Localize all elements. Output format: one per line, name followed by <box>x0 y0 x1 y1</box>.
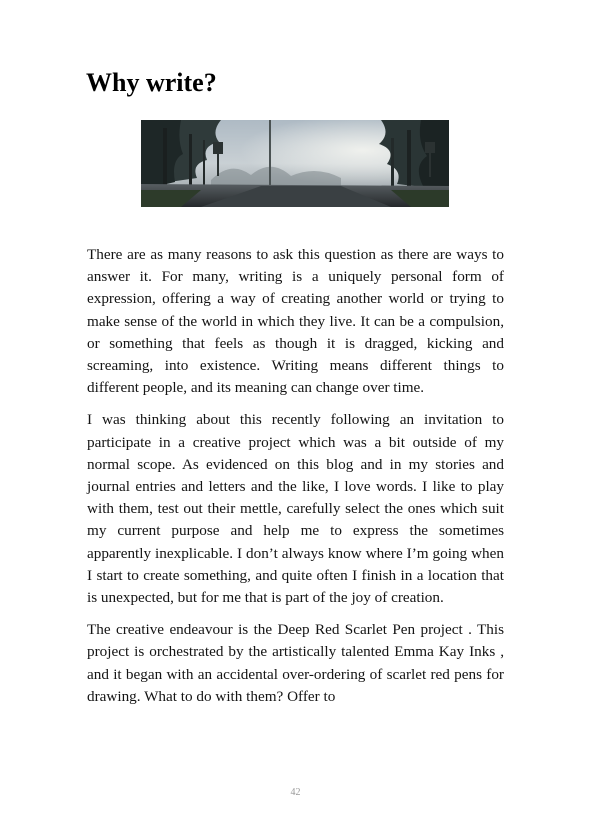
misty-road-image <box>141 120 449 207</box>
paragraph-1: There are as many reasons to ask this question as there are ways to answer it. For many, writing is a uniquely personal form of expression, offering a way of creating another world or trying to make sense of the world in which they live. It can be a compulsion, or something that feels as though it is dragged, kicking and screaming, into existence. Writing means different things to different people, and its meaning can change over time. <box>87 246 504 397</box>
misty-road-photo <box>141 120 449 207</box>
paragraph-2: I was thinking about this recently following an invitation to participate in a creative project which was a bit outside of my normal scope. As evidenced on this blog and in my stories and journal entries and letters and the like, I love words. I like to play with them, test out their mettle, carefully select the ones which suit my current purpose and help me to express the sometimes apparently inexplicable. I don’t always know where I’m going when I start to create something, and quite often I finish in a location that is unexpected, but for me that is part of the joy of creation. <box>87 411 504 607</box>
page-number: 42 <box>290 787 301 798</box>
body-text <box>87 244 504 718</box>
page-title: Why write? <box>86 68 217 97</box>
paragraph-3: The creative endeavour is the Deep Red Scarlet Pen project . This project is orchestrated by the artistically talented Emma Kay Inks , and it began with an accidental over-ordering of scarlet red pens for drawing. What to do with them? Offer to <box>87 621 504 705</box>
